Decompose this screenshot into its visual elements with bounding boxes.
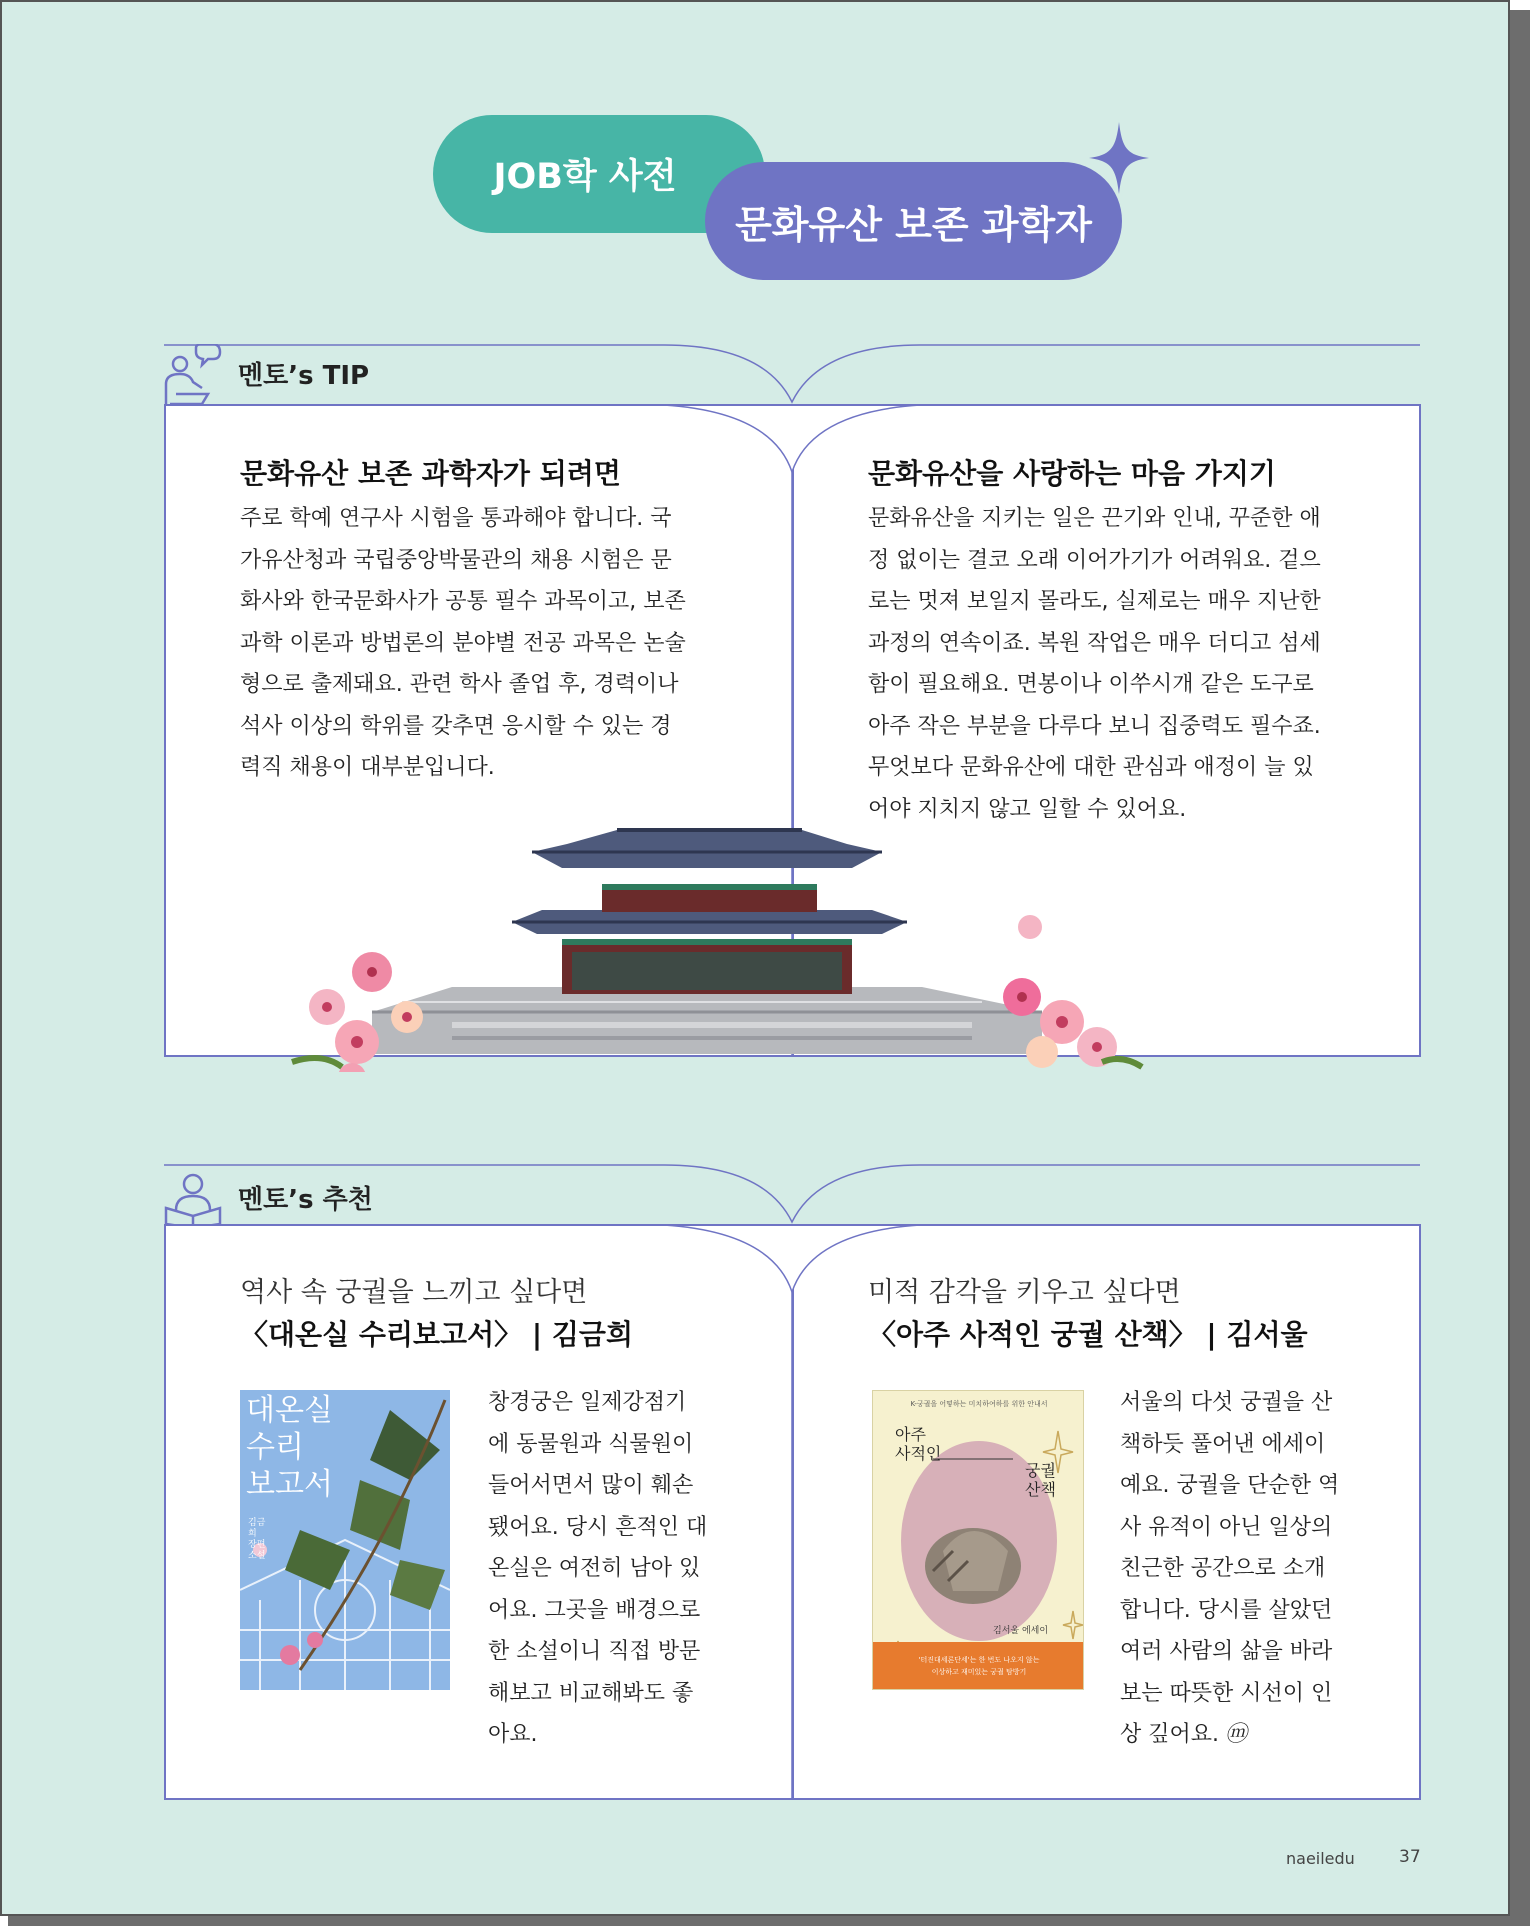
cover-title-line: 아주 xyxy=(895,1425,926,1444)
body-line: 화사와 한국문화사가 공통 필수 과목이고, 보존 xyxy=(240,589,686,614)
body-line: 형으로 출제돼요. 관련 학사 졸업 후, 경력이나 xyxy=(240,672,679,697)
recommend-left-body xyxy=(488,1382,718,1756)
body-line: 서울의 다섯 궁궐을 산 xyxy=(1120,1390,1333,1415)
book-cover-title xyxy=(246,1392,333,1503)
body-line: 보는 따뜻한 시선이 인 xyxy=(1120,1680,1333,1706)
body-line: 사 유적이 아닌 일상의 xyxy=(1120,1514,1333,1540)
recommend-right-subtitle: 미적 감각을 키우고 싶다면 xyxy=(868,1277,1181,1308)
body-line: 주로 학예 연구사 시험을 통과해야 합니다. 국 xyxy=(240,506,672,531)
mentor-recommend-label: 멘토’s 추천 xyxy=(238,1185,373,1215)
body-line: 친근한 공간으로 소개 xyxy=(1120,1556,1326,1581)
tip-left-heading: 문화유산 보존 과학자가 되려면 xyxy=(240,457,621,490)
recommend-right-body xyxy=(1120,1382,1360,1756)
cover-title-right xyxy=(1025,1461,1056,1499)
body-line: 무엇보다 문화유산에 대한 관심과 애정이 늘 있 xyxy=(868,755,1314,780)
cover-author: 김서울 에세이 xyxy=(993,1626,1049,1636)
body-line: 들어서면서 많이 훼손 xyxy=(488,1473,694,1498)
body-line: 정 없이는 결코 오래 이어가기가 어려워요. 겉으 xyxy=(868,547,1321,573)
body-line: 어요. 그곳을 배경으로 xyxy=(488,1597,701,1623)
body-line: 한 소설이니 직접 방문 xyxy=(488,1639,701,1664)
cover-title-line: 대온실 xyxy=(246,1393,333,1428)
cover-title-left xyxy=(895,1425,941,1463)
section-tag: JOB학 사전 xyxy=(493,157,677,197)
body-line: 에 동물원과 식물원이 xyxy=(488,1431,694,1457)
cover-band-line: '터진대세론단세'는 한 번도 나오지 않는 xyxy=(918,1656,1040,1664)
body-line: 가유산청과 국립중앙박물관의 채용 시험은 문 xyxy=(240,547,672,573)
cover-title-line: 산책 xyxy=(1025,1480,1056,1499)
cover-top-text: K-궁궐을 어떻하는 미치하여하를 위한 안내서 xyxy=(910,1400,1048,1408)
body-line: 합니다. 당시를 살았던 xyxy=(1120,1597,1333,1623)
recommend-left-title: 〈대온실 수리보고서〉 | 김금희 xyxy=(240,1318,634,1351)
body-line: 온실은 여전히 남아 있 xyxy=(488,1556,701,1581)
body-line: 창경궁은 일제강점기 xyxy=(488,1390,687,1415)
cover-title-line: 궁궐 xyxy=(1025,1461,1056,1480)
body-line: 석사 이상의 학위를 갖추면 응시할 수 있는 경 xyxy=(240,713,672,739)
recommend-right-heading xyxy=(868,1272,1388,1356)
page-title: 문화유산 보존 과학자 xyxy=(735,202,1092,247)
body-line: 과학 이론과 방법론의 분야별 전공 과목은 논술 xyxy=(240,630,686,656)
body-line: 책하듯 풀어낸 에세이 xyxy=(1120,1431,1326,1457)
page-number: 37 xyxy=(1399,1847,1421,1867)
recommend-left-heading xyxy=(240,1272,760,1356)
cover-author: 김금희 장편소설 xyxy=(248,1518,266,1561)
recommend-left-subtitle: 역사 속 궁궐을 느끼고 싶다면 xyxy=(240,1277,588,1308)
cover-orange-band xyxy=(873,1642,1084,1690)
body-line: 함이 필요해요. 면봉이나 이쑤시개 같은 도구로 xyxy=(868,672,1314,697)
body-line: 됐어요. 당시 흔적인 대 xyxy=(488,1514,708,1540)
cover-title-line: 수리 xyxy=(246,1430,304,1465)
end-mark-icon: ⓜ xyxy=(1225,1722,1248,1747)
cover-title-line: 사적인 xyxy=(895,1444,942,1463)
body-line: 어야 지치지 않고 일할 수 있어요. xyxy=(868,796,1187,822)
body-line: 예요. 궁궐을 단순한 역 xyxy=(1120,1473,1340,1498)
body-line: 상 깊어요. xyxy=(1120,1722,1219,1747)
body-line: 과정의 연속이죠. 복원 작업은 매우 더디고 섬세 xyxy=(868,630,1321,656)
body-line: 아요. xyxy=(488,1722,538,1747)
mentor-tip-label: 멘토’s TIP xyxy=(238,361,370,391)
body-line: 아주 작은 부분을 다루다 보니 집중력도 필수죠. xyxy=(868,713,1321,739)
tip-right-heading: 문화유산을 사랑하는 마음 가지기 xyxy=(868,457,1276,490)
body-line: 로는 멋져 보일지 몰라도, 실제로는 매우 지난한 xyxy=(868,589,1321,614)
book-cover-palace-walk xyxy=(872,1390,1084,1690)
recommend-right-title: 〈아주 사적인 궁궐 산책〉 | 김서울 xyxy=(868,1318,1308,1351)
body-line: 문화유산을 지키는 일은 끈기와 인내, 꾸준한 애 xyxy=(868,506,1321,531)
body-line: 력직 채용이 대부분입니다. xyxy=(240,755,495,780)
cover-band-line: 이상하고 재미있는 궁궐 탐방기 xyxy=(931,1668,1027,1676)
body-line: 여러 사람의 삶을 바라 xyxy=(1120,1639,1333,1664)
cover-title-line: 보고서 xyxy=(246,1467,333,1502)
body-line: 해보고 비교해봐도 좋 xyxy=(488,1680,694,1706)
footer-brand: naeiledu xyxy=(1286,1849,1355,1868)
book-cover-daeonsil xyxy=(240,1390,450,1690)
